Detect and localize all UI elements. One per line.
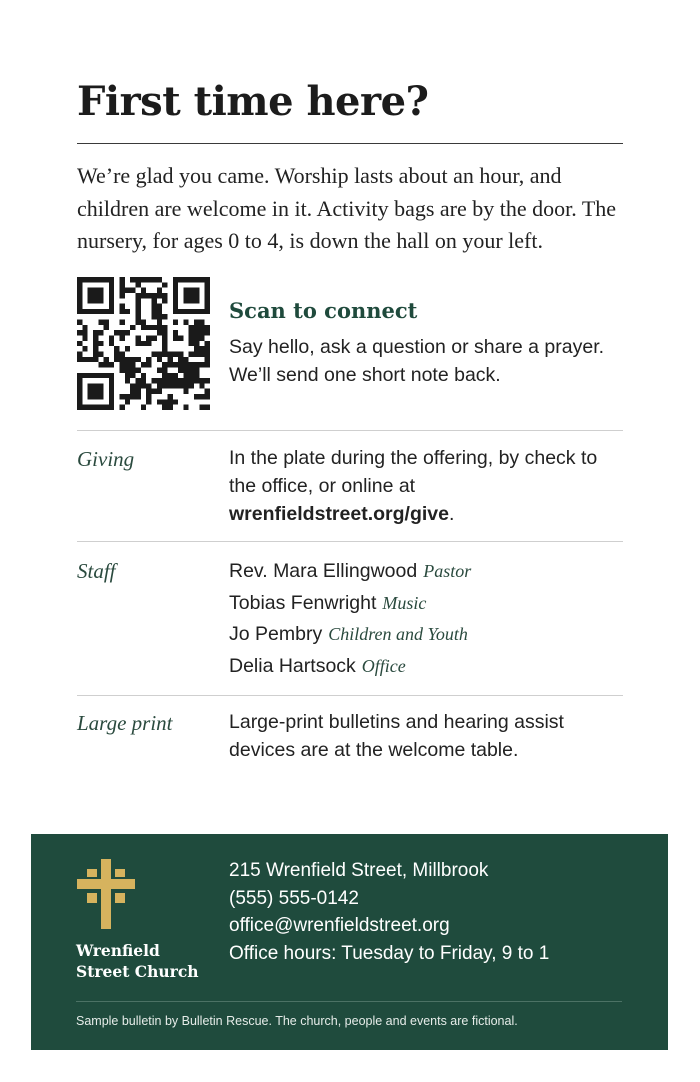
staff-role: Office	[361, 656, 406, 677]
office-hours: Office hours: Tuesday to Friday, 9 to 1	[229, 942, 550, 964]
footer-panel	[31, 834, 668, 1050]
staff-name: Delia Hartsock	[229, 655, 356, 678]
giving-text-before: In the plate during the offering, by check to the office, or online at	[229, 447, 598, 497]
large-print-label: Large print	[77, 711, 173, 735]
giving-link[interactable]: wrenfieldstreet.org/give	[229, 503, 449, 525]
contact-info	[229, 857, 649, 967]
title-divider	[77, 143, 623, 144]
phone-number[interactable]: (555) 555-0142	[229, 887, 359, 909]
church-name	[76, 940, 226, 982]
footer-divider	[76, 1001, 622, 1002]
scan-heading: Scan to connect	[229, 298, 418, 323]
giving-text	[229, 444, 629, 528]
large-print-text: Large-print bulletins and hearing assist devices are at the welcome table.	[229, 711, 564, 761]
staff-member	[229, 619, 629, 651]
staff-name: Rev. Mara Ellingwood	[229, 560, 418, 582]
staff-label: Staff	[77, 559, 116, 583]
page-title: First time here?	[77, 78, 429, 125]
staff-member	[229, 556, 629, 588]
qr-code-icon[interactable]	[77, 277, 210, 410]
address: 215 Wrenfield Street, Millbrook	[229, 860, 489, 881]
staff-member	[229, 588, 629, 620]
section-divider	[77, 430, 623, 431]
staff-role: Children and Youth	[328, 624, 468, 645]
staff-list	[229, 556, 629, 683]
cross-logo-icon	[77, 859, 135, 929]
staff-name: Tobias Fenwright	[229, 591, 377, 614]
staff-role: Music	[382, 592, 427, 613]
staff-name: Jo Pembry	[229, 623, 323, 646]
staff-role: Pastor	[423, 561, 472, 581]
giving-label: Giving	[77, 447, 135, 471]
church-name-line: Wrenfield	[76, 941, 160, 960]
church-name-line: Street Church	[76, 962, 199, 981]
intro-paragraph: We’re glad you came. Worship lasts about an hour, and children are welcome in it. Activity bags are by the door. The nursery, for ages 0 to 4, is down the hall on your left.	[77, 163, 617, 253]
section-divider	[77, 695, 623, 696]
giving-text-after: .	[448, 503, 455, 525]
section-divider	[77, 541, 623, 542]
email-address[interactable]: office@wrenfieldstreet.org	[229, 915, 450, 936]
footer-note: Sample bulletin by Bulletin Rescue. The church, people and events are fictional.	[76, 1014, 518, 1028]
scan-description: Say hello, ask a question or share a prayer. We’ll send one short note back.	[229, 336, 605, 386]
staff-member	[229, 651, 629, 683]
